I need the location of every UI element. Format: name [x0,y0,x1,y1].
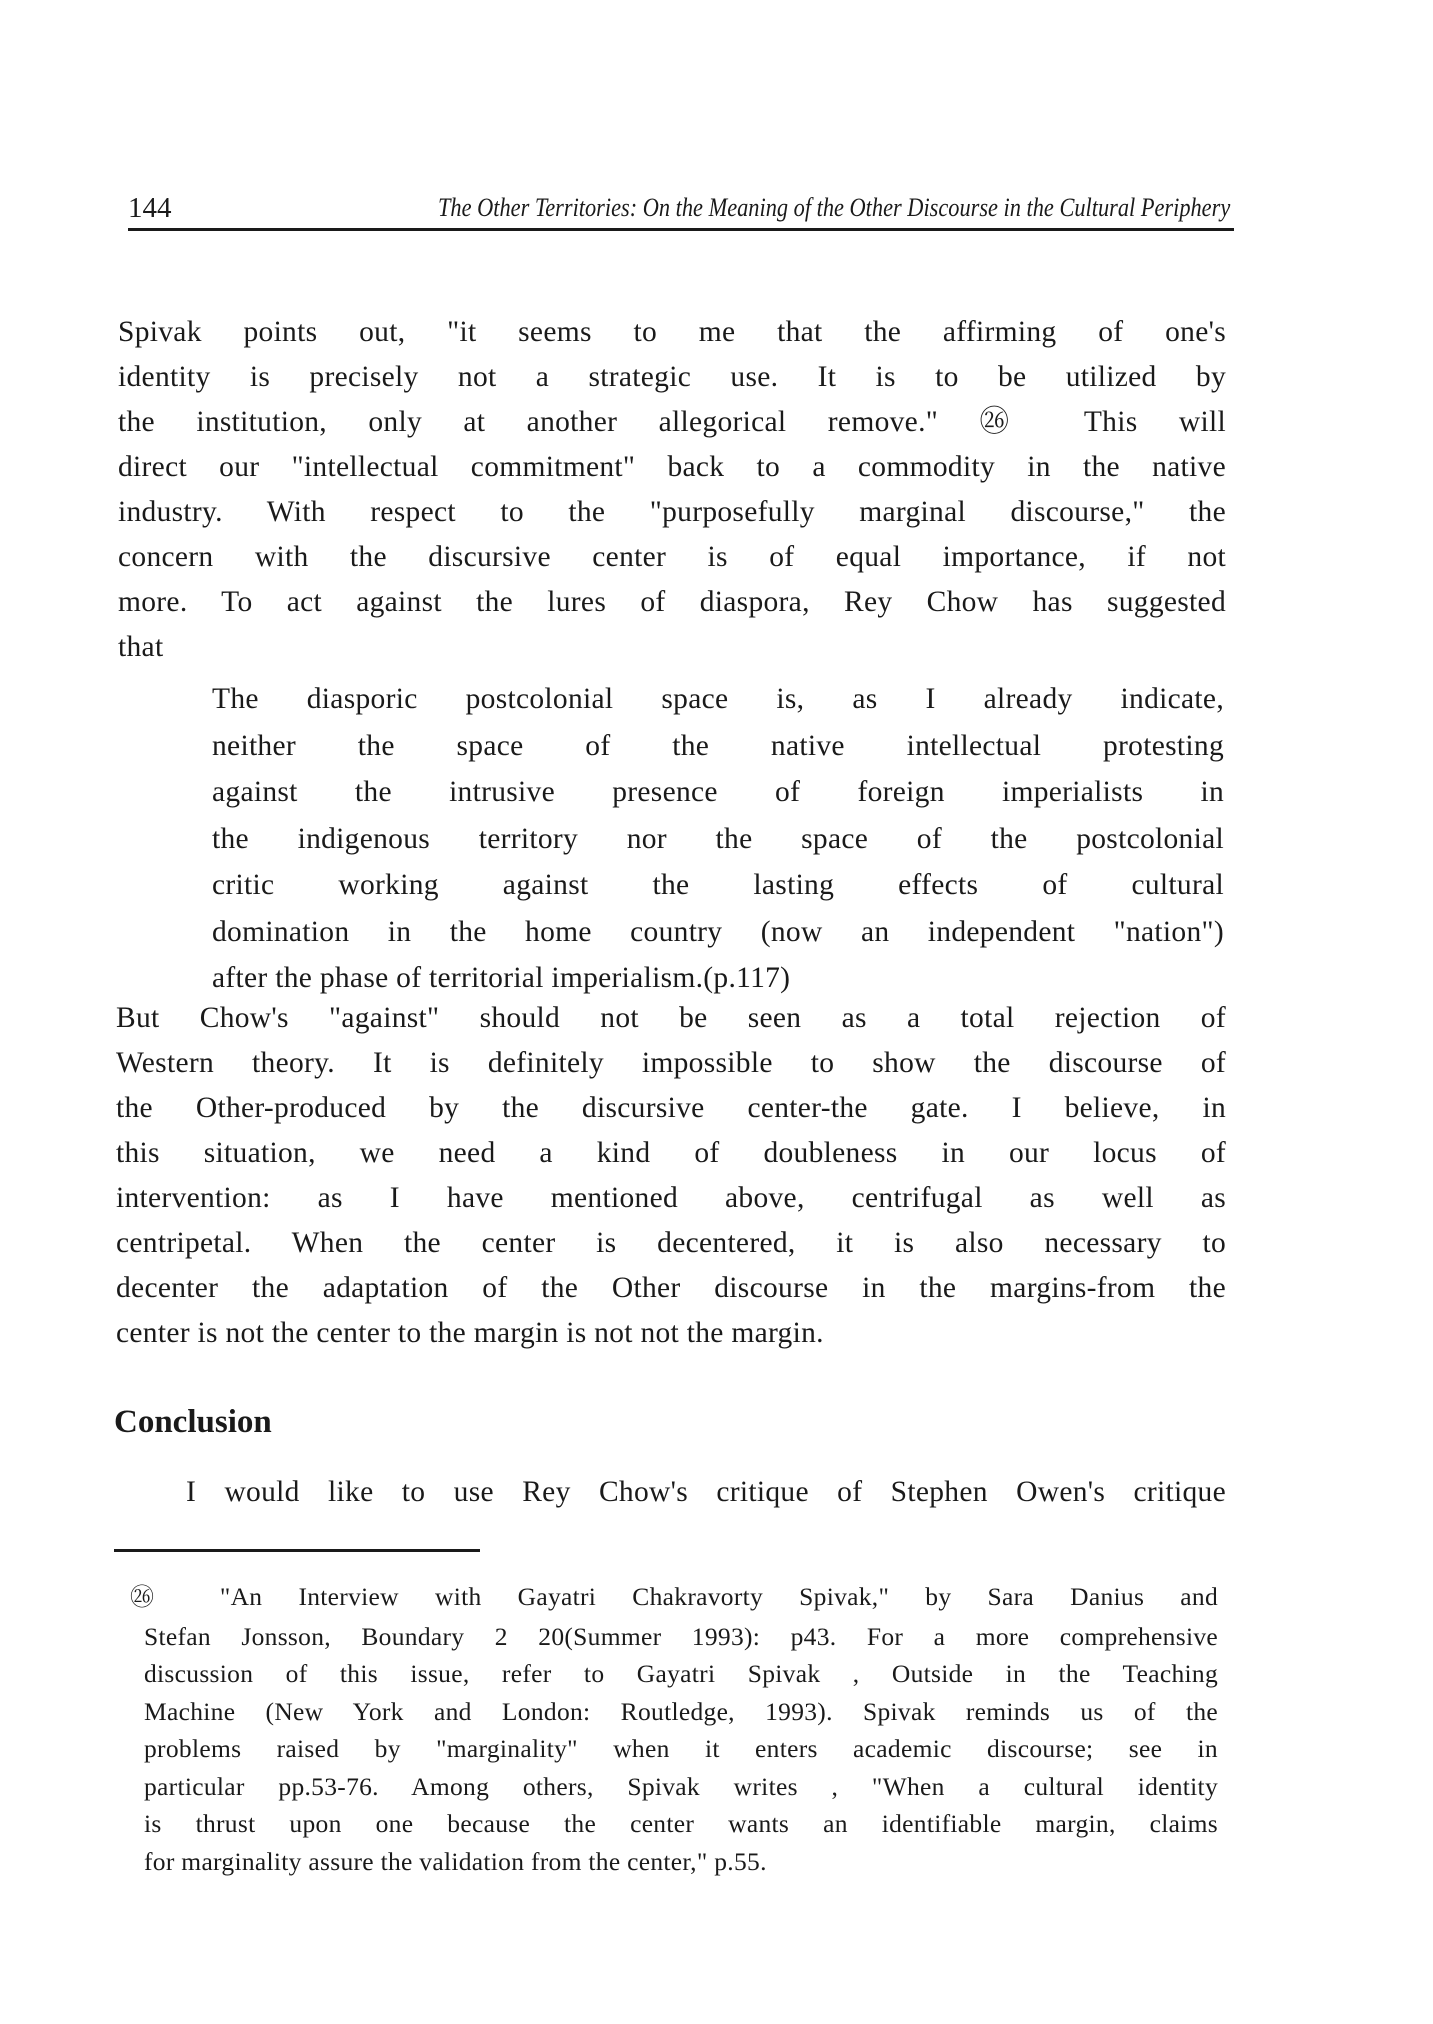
footnote-line: Stefan Jonsson, Boundary 2 20(Summer 1993): p43. For a more comprehensive [144,1621,1218,1651]
quote-line: The diasporic postcolonial space is, as I already indicate, [212,683,1224,715]
running-title: The Other Territories: On the Meaning of the Other Discourse in the Cultural Periphery [437,193,1230,222]
quote-line: neither the space of the native intellectual protesting [212,729,1224,762]
text-line: this situation, we need a kind of doubleness in our locus of [116,1137,1226,1169]
footnote-line-text: "An Interview with Gayatri Chakravorty Spivak," by Sara Danius and [219,1582,1219,1611]
text-line: center is not the center to the margin is not not the margin. [116,1317,824,1349]
footnote-line: particular pp.53-76. Among others, Spivak writes , "When a cultural identity [144,1771,1218,1801]
text-line: that [118,631,164,663]
footnote-line: problems raised by "marginality" when it enters academic discourse; see in [144,1734,1218,1763]
text-line: more. To act against the lures of diaspora, Rey Chow has suggested [118,586,1226,618]
block-quote [212,676,1224,1002]
text-line: direct our "intellectual commitment" back to a commodity in the native [118,451,1226,483]
text-line: intervention: as I have mentioned above, centrifugal as well as [116,1182,1226,1214]
footnote-line [130,1578,1218,1618]
text-line: the Other-produced by the discursive center-the gate. I believe, in [116,1092,1226,1124]
quote-line: domination in the home country (now an independent "nation") [212,915,1224,948]
text-line: industry. With respect to the "purposefully marginal discourse," the [118,496,1226,528]
text-line: But Chow's "against" should not be seen as a total rejection of [116,1002,1226,1034]
footnote-line: discussion of this issue, refer to Gayatri Spivak , Outside in the Teaching [144,1659,1218,1688]
footnote-divider [114,1549,480,1552]
page-header [128,188,1234,231]
body-paragraph-1 [118,310,1226,670]
footnote-line: Machine (New York and London: Routledge, 1993). Spivak reminds us of the [144,1696,1218,1726]
body-paragraph-2 [116,996,1226,1356]
quote-line: the indigenous territory nor the space of the postcolonial [212,822,1224,855]
footnote-line: for marginality assure the validation from the center," p.55. [144,1846,767,1876]
page-number: 144 [128,192,172,224]
text-line: the institution, only at another allegorical remove." ㉖ This will [118,406,1226,438]
text-line: concern with the discursive center is of equal importance, if not [118,541,1226,573]
text-line: identity is precisely not a strategic use. It is to be utilized by [118,361,1226,393]
text-line: Spivak points out, "it seems to me that the affirming of one's [118,316,1226,348]
text-line: I would like to use Rey Chow's critique of Stephen Owen's critique [186,1476,1226,1508]
conclusion-paragraph [186,1470,1226,1515]
footnote-marker: ㉖ [130,1585,184,1611]
section-heading: Conclusion [114,1404,272,1440]
quote-line: against the intrusive presence of foreign imperialists in [212,776,1224,808]
footnote-line: is thrust upon one because the center wants an identifiable margin, claims [144,1809,1218,1838]
text-line: decenter the adaptation of the Other discourse in the margins-from the [116,1272,1226,1304]
text-line: centripetal. When the center is decentered, it is also necessary to [116,1227,1226,1259]
quote-line: critic working against the lasting effects of cultural [212,869,1224,901]
quote-line: after the phase of territorial imperialism.(p.117) [212,962,791,994]
footnote [130,1578,1218,1880]
text-line: Western theory. It is definitely impossible to show the discourse of [116,1047,1226,1079]
